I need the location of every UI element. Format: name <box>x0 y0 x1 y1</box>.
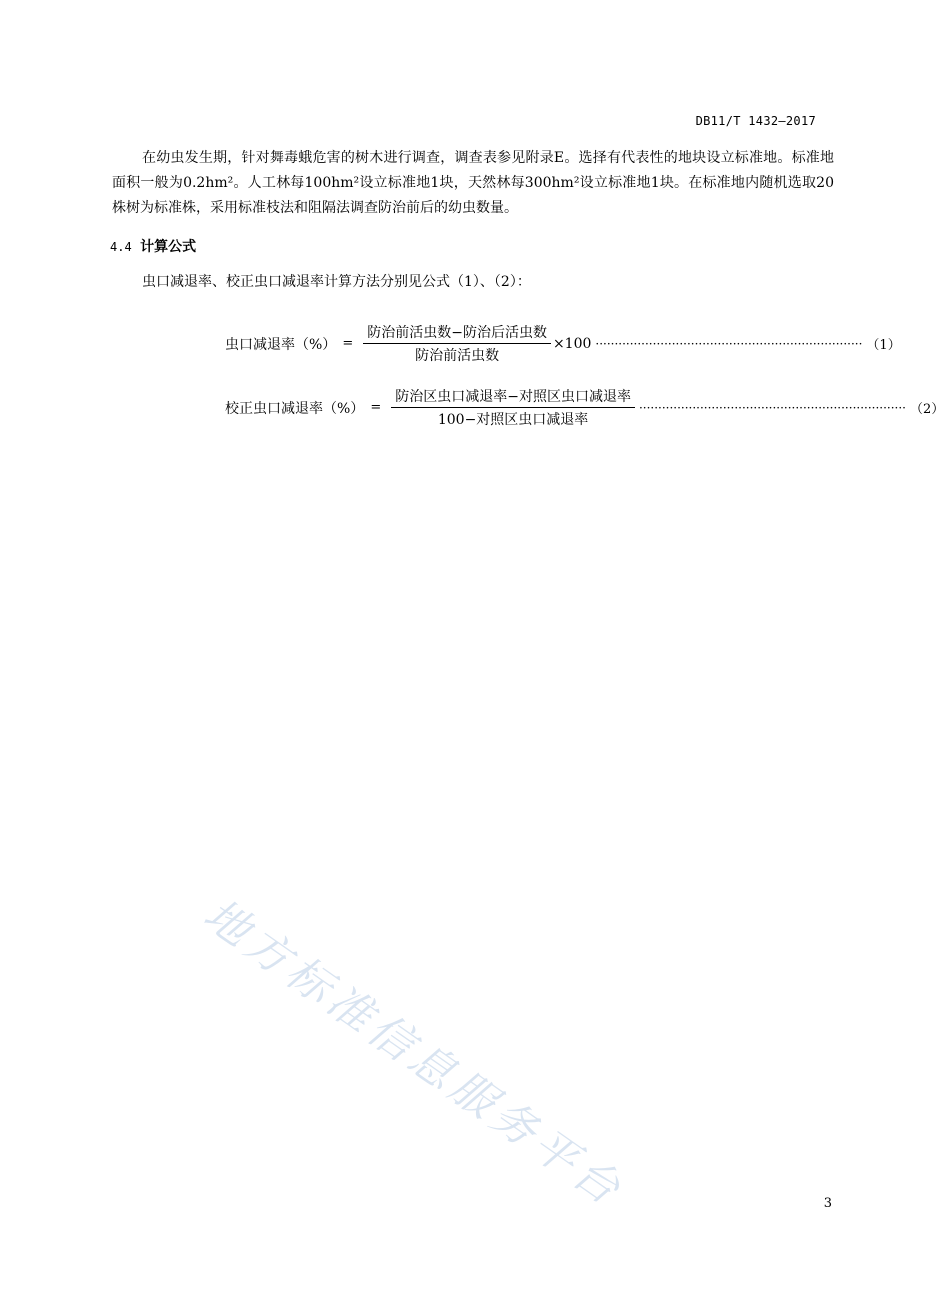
formula-1-numerator: 防治前活虫数−防治后活虫数 <box>363 322 551 344</box>
section-number: 4.4 <box>110 240 132 254</box>
formula-2-numerator: 防治区虫口减退率−对照区虫口减退率 <box>391 386 635 408</box>
formula-2-equals: = <box>370 400 382 415</box>
section-title: 计算公式 <box>140 239 197 255</box>
formula-1-multiplier: ×100 <box>552 335 592 352</box>
formula-1-denominator: 防治前活虫数 <box>415 348 500 364</box>
formula-2-denominator: 100−对照区虫口减退率 <box>437 412 589 428</box>
document-code: DB11/T 1432—2017 <box>695 114 816 128</box>
formula-2-tag: （2） <box>909 402 944 417</box>
formula-2-fraction <box>391 386 635 429</box>
watermark-text: 地方标准信息服务平台 <box>194 889 634 1218</box>
formula-2-lhs: 校正虫口减退率（%） <box>225 400 365 417</box>
paragraph-formula-intro: 虫口减退率、校正虫口减退率计算方法分别见公式（1）、（2）： <box>142 274 531 290</box>
formula-1-fraction <box>363 322 551 365</box>
formula-1-lhs: 虫口减退率（%） <box>225 336 337 353</box>
paragraph-survey-method: 在幼虫发生期，针对舞毒蛾危害的树木进行调查，调查表参见附录E。选择有代表性的地块设立标准地。标准地面积一般为0.2hm²。人工林每100hm²设立标准地1块，天然林每300hm²设立标准地1块。在标准地内随机选取20株树为标准株，采用标准枝法和阻隔法调查防治前后的幼虫数量。 <box>112 150 834 216</box>
formula-2 <box>225 386 944 429</box>
section-heading <box>110 236 196 256</box>
formula-2-leader-dots: ······································································ <box>638 400 906 415</box>
formula-1 <box>225 322 901 365</box>
formula-1-equals: = <box>342 336 354 351</box>
page-number: 3 <box>823 1196 832 1211</box>
formula-1-tag: （1） <box>866 338 901 353</box>
formula-1-leader-dots: ······································································ <box>595 336 863 351</box>
